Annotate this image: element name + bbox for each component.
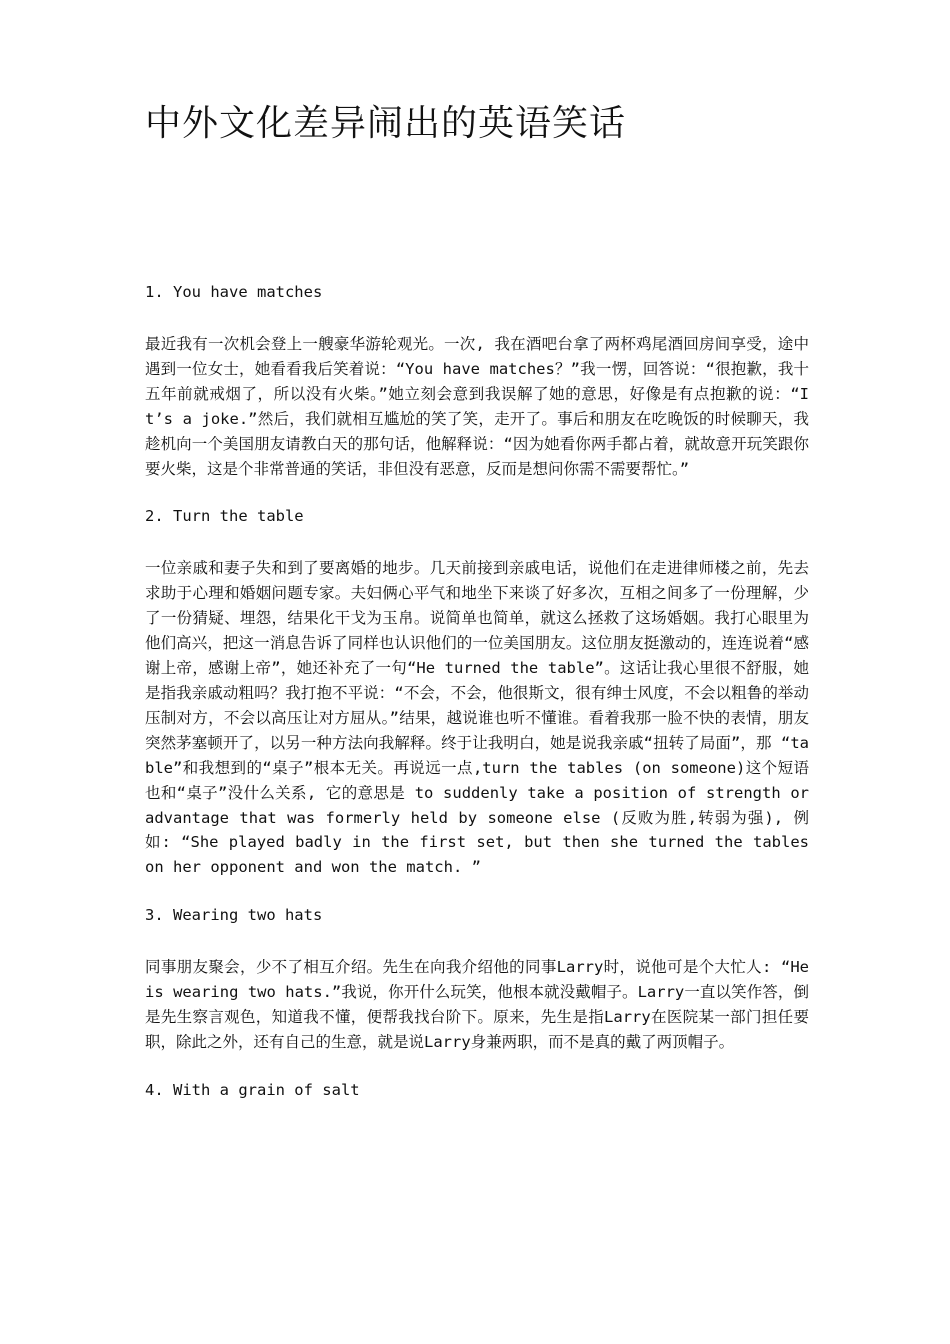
section-turn-the-table — [145, 504, 809, 880]
section-paragraph: 同事朋友聚会，少不了相互介绍。先生在向我介绍他的同事Larry时，说他可是个大忙人: “He is wearing two hats.”我说，你开什么玩笑，他根本就没戴帽子。Larry一直以笑作答，倒是先生察言观色，知道我不懂，便帮我找台阶下。原来，先生是指Larry在医院某一部门担任要职，除此之外，还有自己的生意，就是说Larry身兼两职，而不是真的戴了两顶帽子。 — [145, 958, 809, 1051]
section-wearing-two-hats — [145, 903, 809, 1055]
section-with-a-grain-of-salt — [145, 1078, 809, 1103]
section-paragraph: 最近我有一次机会登上一艘豪华游轮观光。一次, 我在酒吧台拿了两杯鸡尾酒回房间享受，途中遇到一位女士，她看看我后笑着说：“You have matches？”我一愣，回答说：“很抱歉，我十五年前就戒烟了，所以没有火柴。”她立刻会意到我误解了她的意思，好像是有点抱歉的说：“It’s a joke.”然后，我们就相互尴尬的笑了笑，走开了。事后和朋友在吃晚饭的时候聊天，我趁机向一个美国朋友请教白天的那句话，他解释说：“因为她看你两手都占着，就故意开玩笑跟你要火柴，这是个非常普通的笑话，非但没有恶意，反而是想问你需不需要帮忙。” — [145, 335, 809, 478]
section-heading: 2. Turn the table — [145, 507, 304, 526]
section-heading: 4. With a grain of salt — [145, 1080, 360, 1099]
section-heading: 3. Wearing two hats — [145, 906, 323, 925]
section-you-have-matches — [145, 280, 809, 481]
section-paragraph: 一位亲戚和妻子失和到了要离婚的地步。几天前接到亲戚电话，说他们在走进律师楼之前，先去求助于心理和婚姻问题专家。夫妇俩心平气和地坐下来谈了好多次，互相之间多了一份理解，少了一份猜疑、埋怨，结果化干戈为玉帛。说简单也简单，就这么拯救了这场婚姻。我打心眼里为他们高兴，把这一消息告诉了同样也认识他们的一位美国朋友。这位朋友挺激动的，连连说着“感谢上帝，感谢上帝”，她还补充了一句“He turned the table”。这话让我心里很不舒服，她是指我亲戚动粗吗？我打抱不平说：“不会，不会，他很斯文，很有绅士风度，不会以粗鲁的举动压制对方，不会以高压让对方屈从。”结果，越说谁也听不懂谁。看着我那一脸不快的表情，朋友突然茅塞顿开了，以另一种方法向我解释。终于让我明白，她是说我亲戚“扭转了局面”，那 “table”和我想到的“桌子”根本无关。再说远一点,turn the tables (on someone)这个短语也和“桌子”没什么关系, 它的意思是 to suddenly take a position of strength or advantage that was formerly held by someone else (反败为胜,转弱为强), 例如: “She played badly in the first set, but then she turned the tables on her opponent and won the match. ” — [145, 559, 809, 877]
section-heading: 1. You have matches — [145, 283, 323, 301]
document-title: 中外文化差异闹出的英语笑话 — [145, 103, 627, 144]
document-body — [145, 280, 809, 1130]
